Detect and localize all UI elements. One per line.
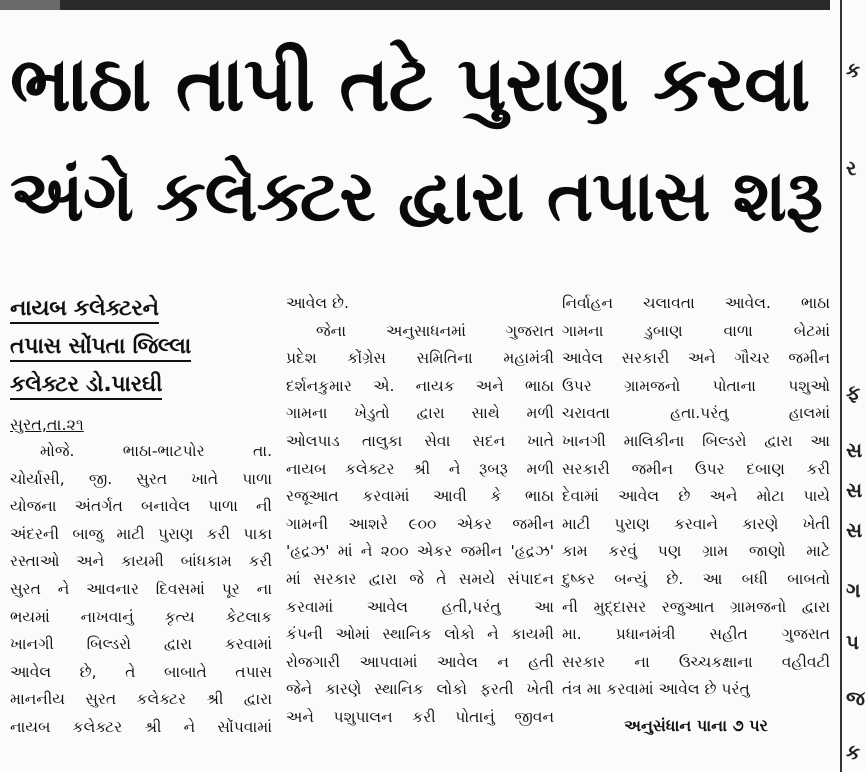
body-line: આવેલ છે, તે બાબાતે તપાસ [10, 662, 272, 681]
body-line: સરકારી જમીન ઉપર દબાણ કરી [562, 459, 830, 478]
body-line: કરવામાં આવેલ હતી,પરંતુ આ [286, 597, 554, 616]
continued-on-page: અનુસંધાન પાના ૭ પર [624, 715, 768, 735]
body-line: ગામના ડુબાણ વાળા બેટમાં [562, 321, 830, 340]
body-line: રોજગારી આપવામાં આવેલ ન હતી [286, 652, 554, 671]
body-line: ખાનગી બિલ્ડરો દ્વારા કરવામાં [10, 635, 272, 654]
body-line: દર્શનકુમાર એ. નાયક અને ભાઠા [286, 376, 554, 395]
headline-line-1: ભાઠા તાપી તટે પુરાણ કરવા [10, 39, 810, 128]
body-line: ની મુદ્દાસર રજુઆત ગ્રામજનો દ્વારા [562, 597, 830, 616]
body-line: ઓલપાડ તાલુકા સેવા સદન ખાતે [286, 431, 554, 450]
body-line: ભયમાં નાખવાનું કૃત્ય કેટલાક [10, 607, 272, 626]
body-line: મોજે. ભાઠા-ભાટપોર તા. [40, 442, 272, 460]
body-line: માટી પુરાણ કરવાને કારણે ખેતી [562, 514, 830, 533]
body-line: કામ કરવું પણ ગ્રામ જાણો માટે [562, 542, 830, 561]
body-line: આવેલ છે. [286, 294, 349, 312]
article-column-2 [286, 290, 554, 760]
top-rule-notch [0, 0, 60, 10]
body-line: અંદરની બાજુ માટી પુરાણ કરી પાકા [10, 524, 272, 543]
subheadline-line: નાયબ કલેક્ટરને [10, 290, 272, 328]
subheadline [10, 290, 272, 404]
body-line: ખાનગી માલિકીના બિલ્ડરો દ્વારા આ [562, 431, 830, 450]
body-line: નિર્વાહન ચલાવતા આવેલ. ભાઠા [562, 294, 830, 312]
body-line: દુષ્કર બન્યું છે. આ બધી બાબતો [562, 569, 830, 588]
body-line: મા. પ્રધાનમંત્રી સહીત ગુજરાત [562, 625, 830, 644]
body-line: રસ્તાઓ અને કાયમી બાંધકામ કરી [10, 552, 272, 571]
body-line: માનનીય સુરત કલેક્ટર શ્રી દ્વારા [10, 690, 272, 709]
body-line: જેને કારણે સ્થાનિક લોકો ફરતી ખેતી [286, 680, 554, 699]
edge-glyph: સ [846, 478, 863, 502]
edge-glyph: જ [846, 686, 865, 710]
body-line: યોજના અંતર્ગત બનાવેલ પાળા ની [10, 497, 272, 516]
article-column-3 [562, 290, 830, 760]
body-line: 'હૃદ્રઝ' માં ને ૨૦૦ એકર જમીન 'હૃદ્રઝ' [286, 542, 554, 561]
body-line: નાયબ કલેક્ટર શ્રી ને સોંપવામાં [10, 717, 272, 736]
body-line: ચોર્યાસી, જી. સુરત ખાતે પાળા [10, 469, 272, 488]
edge-glyph: ક [846, 58, 861, 82]
body-line: ચરાવતા હતા.પરંતુ હાલમાં [562, 404, 830, 423]
body-line: ગામના ખેડુતો દ્વારા સાથે મળી [286, 404, 554, 423]
body-line: પ્રદેશ કોંગ્રેસ સમિતિના મહામંત્રી [286, 349, 554, 368]
edge-glyph: ર [846, 156, 857, 180]
edge-glyph: પ [846, 630, 859, 654]
body-line: સરકાર ના ઉચ્ચકક્ષાના વહીવટી [562, 652, 830, 671]
body-line: તંત્ર મા કરવામાં આવેલ છે પરંતુ [562, 680, 750, 699]
edge-glyph: ગ [846, 578, 861, 602]
body-line: નાયબ કલેક્ટર શ્રી ને રૂબરૂ મળી [286, 459, 554, 478]
body-line: સુરત ને આવનાર દિવસમાં પૂર ના [10, 579, 272, 598]
body-line: માં સરકાર દ્વારા જે તે સમયે સંપાદન [286, 569, 554, 588]
subheadline-line: કલેક્ટર ડો.પારઘી [10, 366, 272, 404]
subheadline-line: તપાસ સોંપતા જિલ્લા [10, 328, 272, 366]
body-line: આવેલ સરકારી અને ગૌચર જમીન [562, 349, 830, 368]
adjacent-article-edge [846, 20, 865, 772]
body-line: ઉપર ગ્રામજનો પોતાના પશુઓ [562, 376, 830, 395]
edge-glyph: સ [846, 438, 863, 462]
edge-glyph: સ [846, 518, 863, 542]
body-line: જેના અનુસાધનમાં ગુજરાત [316, 321, 554, 340]
body-line: અને પશુપાલન કરી પોતાનું જીવન [286, 707, 554, 726]
article-column-1 [10, 290, 272, 760]
column-divider-right [840, 0, 842, 772]
dateline: સુરત,તા.૨૧ [10, 415, 84, 434]
body-line: રજૂઆત કરવામાં આવી કે ભાઠા [286, 487, 554, 506]
body-line: કંપની ઓમાં સ્થાનિક લોકો ને કાયમી [286, 625, 554, 644]
edge-glyph: ફ [846, 380, 861, 404]
body-line: દેવામાં આવેલ છે અને મોટા પાયે [562, 487, 830, 506]
top-rule [0, 0, 830, 10]
edge-glyph: ક [846, 740, 861, 764]
headline-line-2: અંગે કલેક્ટર દ્વારા તપાસ શરૂ [10, 155, 823, 237]
body-line: ગામની આશરે ૯૦૦ એકર જમીન [286, 514, 554, 533]
